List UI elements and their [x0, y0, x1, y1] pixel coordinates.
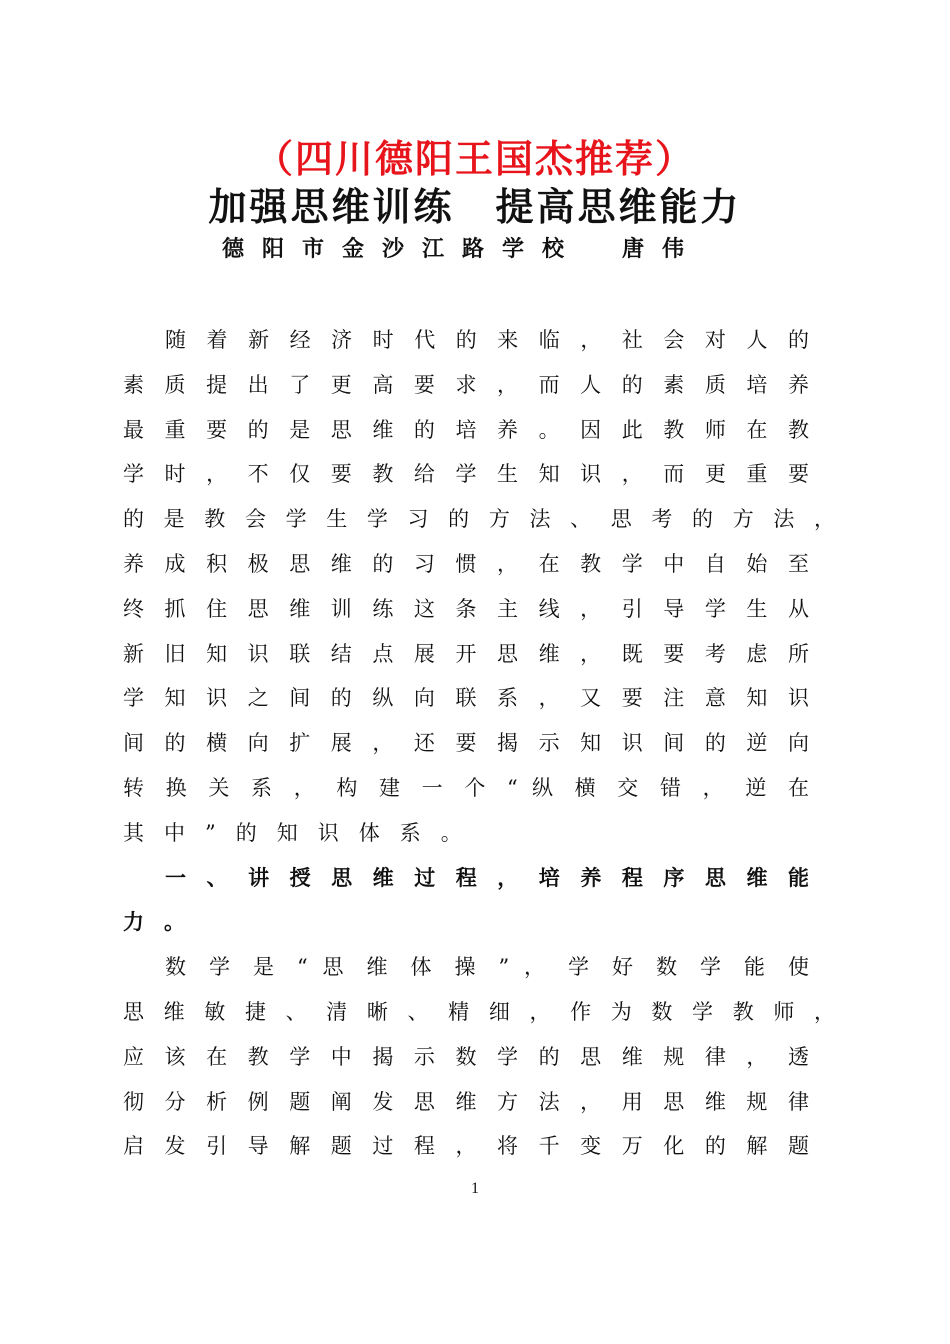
paragraph-line: 思 维 敏 捷 、 清 晰 、 精 细 ， 作 为 数 学 教 师 ，: [123, 999, 835, 1024]
paragraph-line: 学 知 识 之 间 的 纵 向 联 系 ， 又 要 注 意 知 识: [123, 686, 809, 711]
paragraph-line: 间 的 横 向 扩 展 ， 还 要 揭 示 知 识 间 的 逆 向: [123, 731, 809, 756]
paragraph-line: 养 成 积 极 思 维 的 习 惯 ， 在 教 学 中 自 始 至: [123, 551, 809, 576]
paragraph-line: 新 旧 知 识 联 结 点 展 开 思 维 ， 既 要 考 虑 所: [123, 641, 809, 666]
paragraph-line: 终 抓 住 思 维 训 练 这 条 主 线 ， 引 导 学 生 从: [123, 596, 809, 621]
paragraph-line: 转 换 关 系 ， 构 建 一 个 “ 纵 横 交 错 ， 逆 在: [123, 775, 809, 800]
paragraph-line: 最 重 要 的 是 思 维 的 培 养 。 因 此 教 师 在 教: [123, 417, 809, 442]
section-heading: 一 、 讲 授 思 维 过 程 ， 培 养 程 序 思 维 能: [165, 865, 809, 890]
document-title: 加强思维训练 提高思维能力: [208, 185, 742, 229]
paragraph-line: 数 学 是 “ 思 维 体 操 ” ， 学 好 数 学 能 使: [165, 955, 809, 980]
paragraph-line: 随 着 新 经 济 时 代 的 来 临 ， 社 会 对 人 的: [165, 328, 809, 352]
paragraph-line: 应 该 在 教 学 中 揭 示 数 学 的 思 维 规 律 ， 透: [123, 1044, 809, 1069]
paragraph-line: 启 发 引 导 解 题 过 程 ， 将 千 变 万 化 的 解 题: [123, 1134, 809, 1159]
body-text: [123, 318, 843, 1169]
recommend-line: （四川德阳王国杰推荐）: [254, 137, 695, 181]
paragraph-line: 学 时 ， 不 仅 要 教 给 学 生 知 识 ， 而 更 重 要: [123, 462, 809, 487]
section-heading: 力。: [123, 910, 205, 935]
page-number: 1: [471, 1180, 479, 1197]
author-line: 德阳市金沙江路学校 唐伟: [222, 237, 703, 262]
paragraph-line: 素 质 提 出 了 更 高 要 求 ， 而 人 的 素 质 培 养: [123, 372, 809, 397]
paragraph-line: 的 是 教 会 学 生 学 习 的 方 法 、 思 考 的 方 法 ，: [123, 507, 835, 532]
paragraph-line: 其中”的知识体系。: [123, 820, 482, 845]
paragraph-line: 彻 分 析 例 题 阐 发 思 维 方 法 ， 用 思 维 规 律: [123, 1089, 809, 1114]
